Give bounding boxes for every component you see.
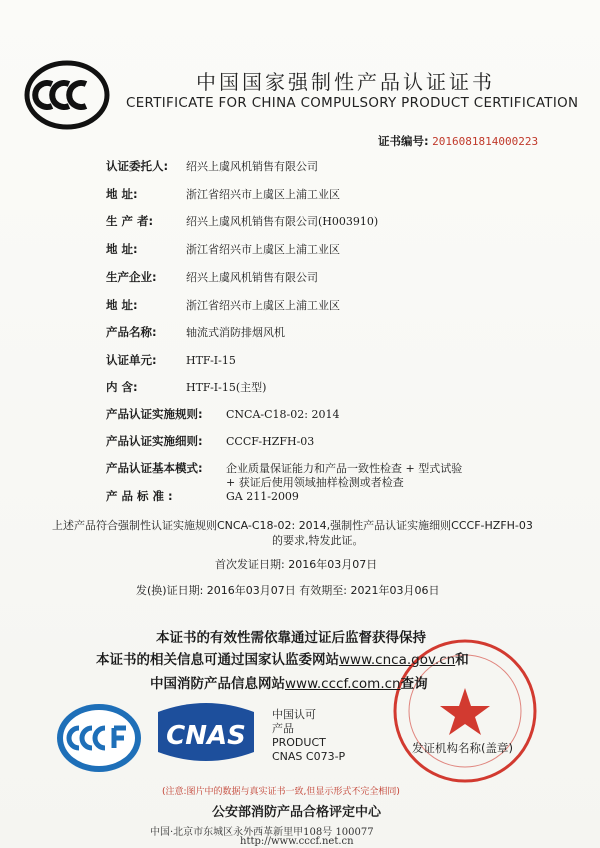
issue-expiry-row <box>136 582 440 598</box>
product-name-label: 产品名称: <box>106 325 157 339</box>
cnca-website-link[interactable]: www.cnca.gov.cn <box>339 652 456 668</box>
details-row <box>106 433 314 449</box>
applicant-value: 绍兴上虞风机销售有限公司 <box>186 160 318 173</box>
issue-date-value: 2016年03月07日 <box>206 584 296 597</box>
cnas-line2: 产品 <box>272 722 294 735</box>
standard-row <box>106 488 299 504</box>
rules-row <box>106 406 339 422</box>
issue-date-label: 发(换)证日期: <box>136 584 204 597</box>
cnas-line4: CNAS C073-P <box>272 750 346 763</box>
manufacturer-row <box>106 213 378 229</box>
statement-line2: 的要求,特发此证。 <box>272 534 364 547</box>
content-row <box>106 379 266 395</box>
factory-value: 绍兴上虞风机销售有限公司 <box>186 271 318 284</box>
cccf-logo-icon <box>54 700 144 776</box>
cnas-logo-text: CNAS <box>166 721 246 751</box>
mode-value-line1: 企业质量保证能力和产品一致性检查 + 型式试验 <box>226 462 463 475</box>
statement-line1: 上述产品符合强制性认证实施规则CNCA-C18-02: 2014,强制性产品认证实施细则CCCF-HZFH-03 <box>52 519 533 532</box>
factory-address-row <box>106 297 340 313</box>
validity-line3-suffix: 查询 <box>400 676 428 692</box>
content-value: HTF-Ⅰ-15(主型) <box>186 381 267 394</box>
applicant-address-row <box>106 186 340 202</box>
cnas-line3: PRODUCT <box>272 736 326 749</box>
manufacturer-label: 生 产 者: <box>106 214 154 228</box>
manufacturer-value: 绍兴上虞风机销售有限公司(H003910) <box>186 215 379 228</box>
cnas-logo-icon <box>150 702 262 768</box>
disclaimer-note: (注意:图片中的数据与真实证书一致,但显示形式不完全相同) <box>162 787 400 797</box>
first-issue-date: 首次发证日期: 2016年03月07日 <box>215 558 378 571</box>
product-name-row <box>106 324 285 340</box>
details-label: 产品认证实施细则: <box>106 434 203 448</box>
validity-line3-prefix: 中国消防产品信息网站 <box>150 676 285 692</box>
certificate-number-label: 证书编号: <box>378 134 429 148</box>
certificate-number <box>378 133 538 149</box>
seal-label: 发证机构名称(盖章) <box>412 741 513 755</box>
validity-line2 <box>96 648 469 668</box>
rules-value: CNCA-C18-02: 2014 <box>226 408 340 421</box>
factory-label: 生产企业: <box>106 270 157 284</box>
validity-line2-prefix: 本证书的相关信息可通过国家认监委网站 <box>96 652 339 668</box>
manufacturer-address-label: 地 址: <box>106 242 138 256</box>
validity-line3 <box>150 672 428 692</box>
validity-line1: 本证书的有效性需依靠通过证后监督获得保持 <box>156 630 426 646</box>
manufacturer-address-value: 浙江省绍兴市上虞区上浦工业区 <box>186 243 340 256</box>
cnas-line1: 中国认可 <box>272 708 316 721</box>
cccf-website-link[interactable]: www.cccf.com.cn <box>285 676 401 692</box>
certificate-title-cn: 中国国家强制性产品认证证书 <box>196 70 495 94</box>
validity-line2-suffix: 和 <box>455 652 469 668</box>
expiry-date-value: 2021年03月06日 <box>350 584 440 597</box>
cert-unit-row <box>106 352 236 368</box>
mode-value-line2: + 获证后使用领域抽样检测或者检查 <box>226 476 404 489</box>
applicant-row <box>106 158 318 174</box>
organization-website[interactable]: http://www.cccf.net.cn <box>240 836 354 847</box>
manufacturer-address-row <box>106 241 340 257</box>
applicant-label: 认证委托人: <box>106 159 169 173</box>
applicant-address-label: 地 址: <box>106 187 138 201</box>
ccc-logo-icon <box>24 60 110 130</box>
certificate-title-en: CERTIFICATE FOR CHINA COMPULSORY PRODUCT CERTIFICATION <box>126 96 579 111</box>
expiry-date-label: 有效期至: <box>299 584 348 597</box>
factory-row <box>106 269 318 285</box>
certificate-number-value: 2016081814000223 <box>432 135 539 148</box>
product-name-value: 轴流式消防排烟风机 <box>186 326 285 339</box>
standard-label: 产 品 标 准 : <box>106 489 173 503</box>
standard-value: GA 211-2009 <box>226 490 299 503</box>
details-value: CCCF-HZFH-03 <box>226 435 315 448</box>
mode-label: 产品认证基本模式: <box>106 461 203 475</box>
cert-unit-value: HTF-Ⅰ-15 <box>186 354 236 367</box>
cnas-accreditation-text <box>272 708 345 764</box>
organization-address: 中国·北京市东城区永外西革新里甲108号 100077 <box>150 827 374 838</box>
issuing-organization: 公安部消防产品合格评定中心 <box>212 805 382 820</box>
content-label: 内 含: <box>106 380 138 394</box>
applicant-address-value: 浙江省绍兴市上虞区上浦工业区 <box>186 188 340 201</box>
factory-address-value: 浙江省绍兴市上虞区上浦工业区 <box>186 299 340 312</box>
cert-unit-label: 认证单元: <box>106 353 157 367</box>
factory-address-label: 地 址: <box>106 298 138 312</box>
rules-label: 产品认证实施规则: <box>106 407 203 421</box>
